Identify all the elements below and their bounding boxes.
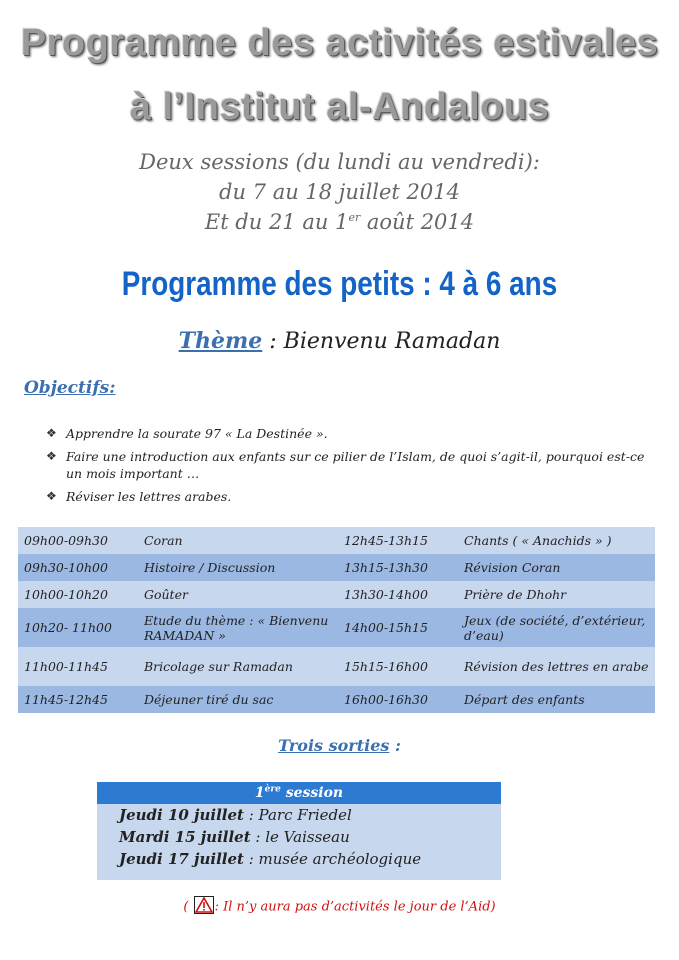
sessions-line2: du 7 au 18 juillet 2014 xyxy=(219,180,460,204)
aid-note xyxy=(0,898,679,916)
outings-header-sup: ère xyxy=(264,784,281,795)
afternoon-activity: Jeux (de société, d’extérieur, d’eau) xyxy=(464,612,646,643)
objectifs-list xyxy=(46,425,656,511)
diamond-bullet-icon: ❖ xyxy=(46,426,57,440)
morning-activity: Déjeuner tiré du sac xyxy=(144,692,274,707)
sessions-line3-end: août 2014 xyxy=(360,210,475,234)
afternoon-activity: Départ des enfants xyxy=(464,692,585,707)
outing-date: Mardi 15 juillet xyxy=(119,828,251,846)
afternoon-activity: Chants ( « Anachids » ) xyxy=(464,533,612,548)
afternoon-activity: Prière de Dhohr xyxy=(464,587,567,602)
diamond-bullet-icon: ❖ xyxy=(46,489,57,503)
outing-place: musée archéologique xyxy=(258,850,422,868)
sessions-line1: Deux sessions (du lundi au vendredi): xyxy=(139,150,540,174)
afternoon-time: 16h00-16h30 xyxy=(344,692,428,707)
sessions-line3-sup: er xyxy=(348,211,361,224)
afternoon-time: 13h30-14h00 xyxy=(344,587,428,602)
outings-header xyxy=(97,782,501,804)
morning-activity: Etude du thème : « Bienvenu RAMADAN » xyxy=(144,612,329,643)
morning-time: 11h00-11h45 xyxy=(24,659,108,674)
table-row xyxy=(18,647,655,686)
list-item xyxy=(46,425,656,442)
objectif-text: Apprendre la sourate 97 « La Destinée ». xyxy=(66,426,328,441)
morning-activity: Goûter xyxy=(144,587,188,602)
sorties-colon: : xyxy=(389,736,401,755)
morning-time: 11h45-12h45 xyxy=(24,692,108,707)
schedule-table xyxy=(18,527,655,713)
list-item xyxy=(97,804,501,826)
afternoon-time: 12h45-13h15 xyxy=(344,533,428,548)
theme-line xyxy=(0,328,679,354)
outing-date: Jeudi 17 juillet xyxy=(119,850,244,868)
sessions-line3-start: Et du 21 au 1 xyxy=(204,210,349,234)
note-text: : Il n’y aura pas d’activités le jour de l’Aid) xyxy=(214,899,496,915)
afternoon-activity: Révision des lettres en arabe xyxy=(464,659,649,674)
sorties-heading xyxy=(0,736,679,755)
list-item xyxy=(46,488,656,505)
page-title-line1: Programme des activités estivales xyxy=(20,22,659,64)
theme-value: Bienvenu Ramadan xyxy=(283,329,501,354)
outing-sep: : xyxy=(250,828,266,846)
programme-title: Programme des petits : 4 à 6 ans xyxy=(121,265,558,303)
afternoon-time: 13h15-13h30 xyxy=(344,560,428,575)
afternoon-time: 15h15-16h00 xyxy=(344,659,428,674)
outing-place: le Vaisseau xyxy=(265,828,350,846)
theme-separator: : xyxy=(262,329,284,354)
sorties-label: Trois sorties xyxy=(278,736,390,755)
outings-header-text: session xyxy=(280,785,344,801)
outings-header-num: 1 xyxy=(254,785,265,801)
page-title-line2: à l’Institut al-Andalous xyxy=(129,86,550,128)
afternoon-activity: Révision Coran xyxy=(464,560,561,575)
theme-label: Thème xyxy=(178,328,263,354)
list-item xyxy=(97,848,501,870)
list-item xyxy=(46,448,656,482)
morning-activity: Coran xyxy=(144,533,183,548)
outing-sep: : xyxy=(243,850,259,868)
note-open: ( xyxy=(183,899,193,915)
diamond-bullet-icon: ❖ xyxy=(46,449,57,463)
outing-place: Parc Friedel xyxy=(258,806,352,824)
warning-triangle-icon xyxy=(194,896,214,914)
morning-activity: Histoire / Discussion xyxy=(144,560,276,575)
morning-time: 09h00-09h30 xyxy=(24,533,108,548)
table-row xyxy=(18,581,655,608)
list-item xyxy=(97,826,501,848)
table-row xyxy=(18,527,655,554)
objectifs-colon: : xyxy=(109,378,116,398)
objectifs-label: Objectifs xyxy=(24,378,110,398)
afternoon-time: 14h00-15h15 xyxy=(344,620,428,635)
table-row xyxy=(18,554,655,581)
objectif-text: Faire une introduction aux enfants sur ce pilier de l’Islam, de quoi s’agit-il, pourquoi est-ce un mois important … xyxy=(66,449,645,481)
morning-time: 09h30-10h00 xyxy=(24,560,108,575)
outing-date: Jeudi 10 juillet xyxy=(119,806,244,824)
objectifs-heading xyxy=(24,378,116,398)
objectif-text: Réviser les lettres arabes. xyxy=(66,489,232,504)
table-row xyxy=(18,608,655,647)
outing-sep: : xyxy=(243,806,259,824)
morning-time: 10h20- 11h00 xyxy=(24,620,112,635)
outings-box xyxy=(97,782,501,880)
morning-activity: Bricolage sur Ramadan xyxy=(144,659,293,674)
morning-time: 10h00-10h20 xyxy=(24,587,108,602)
table-row xyxy=(18,686,655,713)
sessions-line3 xyxy=(0,210,679,234)
